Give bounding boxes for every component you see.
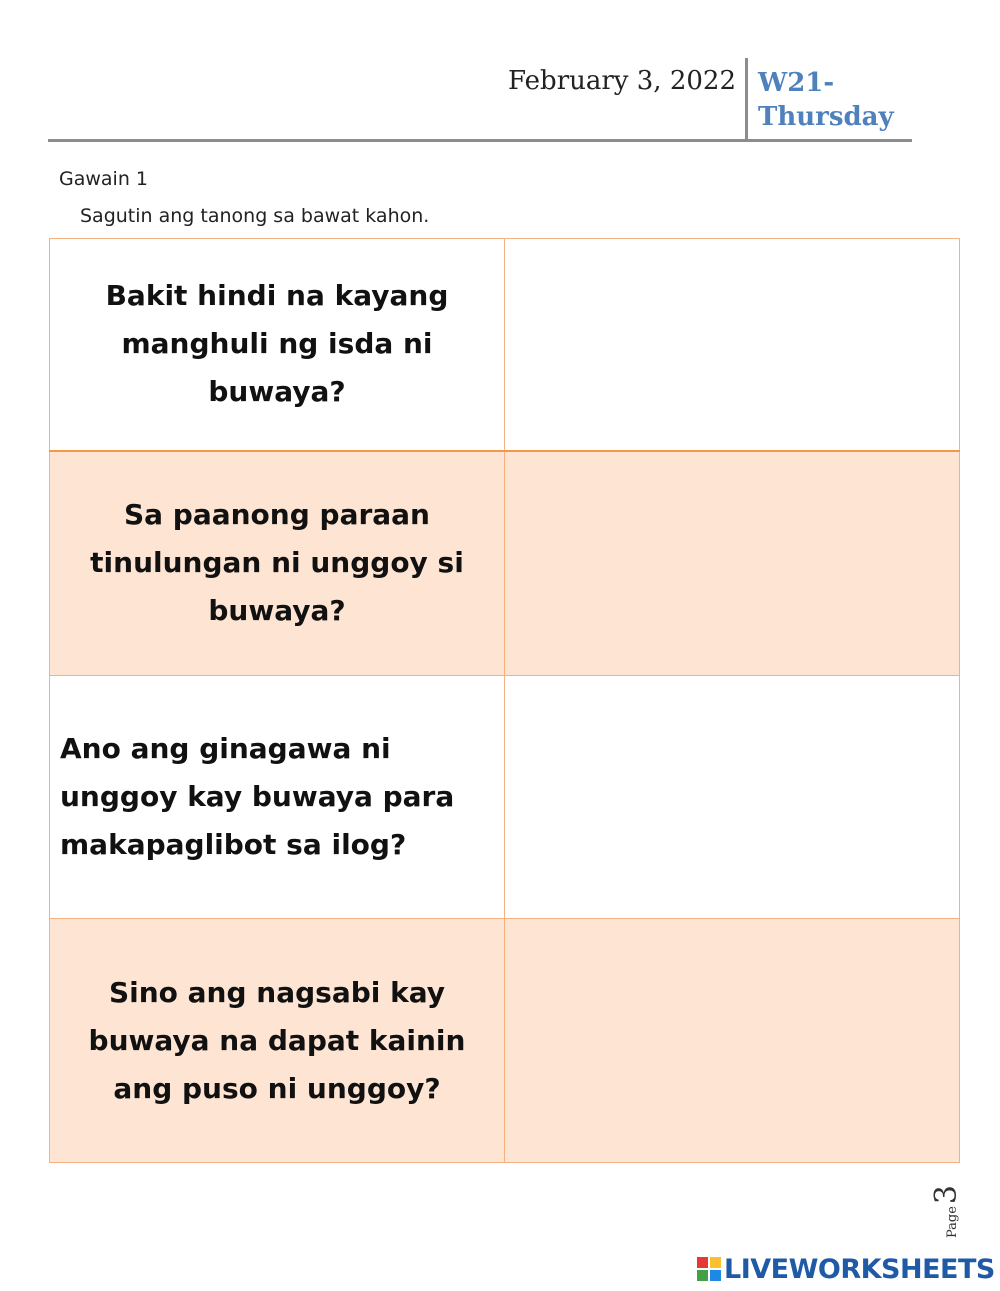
question-row [50, 919, 960, 1163]
question-table [49, 238, 960, 1163]
question-cell [50, 239, 505, 451]
question-cell [50, 451, 505, 676]
answer-box[interactable] [505, 452, 959, 676]
liveworksheets-brand [697, 1252, 995, 1286]
page-header [48, 58, 912, 140]
page-number [929, 1176, 970, 1239]
question-row [50, 676, 960, 919]
question-cell [50, 676, 505, 919]
answer-cell[interactable] [505, 919, 960, 1163]
header-week-label: W21- Thursday [758, 68, 894, 132]
header-rule [48, 139, 912, 142]
liveworksheets-logo-icon [697, 1257, 721, 1281]
activity-instruction: Sagutin ang tanong sa bawat kahon. [80, 205, 430, 227]
answer-box[interactable] [505, 919, 959, 1162]
question-text: Bakit hindi na kayang manghuli ng isda ni buwaya? [105, 279, 449, 409]
question-text: Sino ang nagsabi kay buwaya na dapat kainin ang puso ni unggoy? [88, 975, 466, 1105]
page-number-value: 3 [929, 1184, 965, 1205]
question-row [50, 239, 960, 451]
header-date: February 3, 2022 [508, 66, 736, 96]
question-text: Ano ang ginagawa ni unggoy kay buwaya para makapaglibot sa ilog? [60, 732, 455, 861]
brand-text: LIVEWORKSHEETS [724, 1253, 995, 1285]
question-text: Sa paanong paraan tinulungan ni unggoy si buwaya? [90, 498, 464, 628]
answer-cell[interactable] [505, 676, 960, 919]
question-row [50, 451, 960, 676]
question-cell [50, 919, 505, 1163]
answer-box[interactable] [505, 239, 959, 450]
page-label: Page [945, 1206, 961, 1239]
answer-cell[interactable] [505, 451, 960, 676]
header-divider [745, 58, 748, 140]
answer-box[interactable] [505, 676, 959, 918]
activity-title: Gawain 1 [59, 168, 148, 190]
answer-cell[interactable] [505, 239, 960, 451]
